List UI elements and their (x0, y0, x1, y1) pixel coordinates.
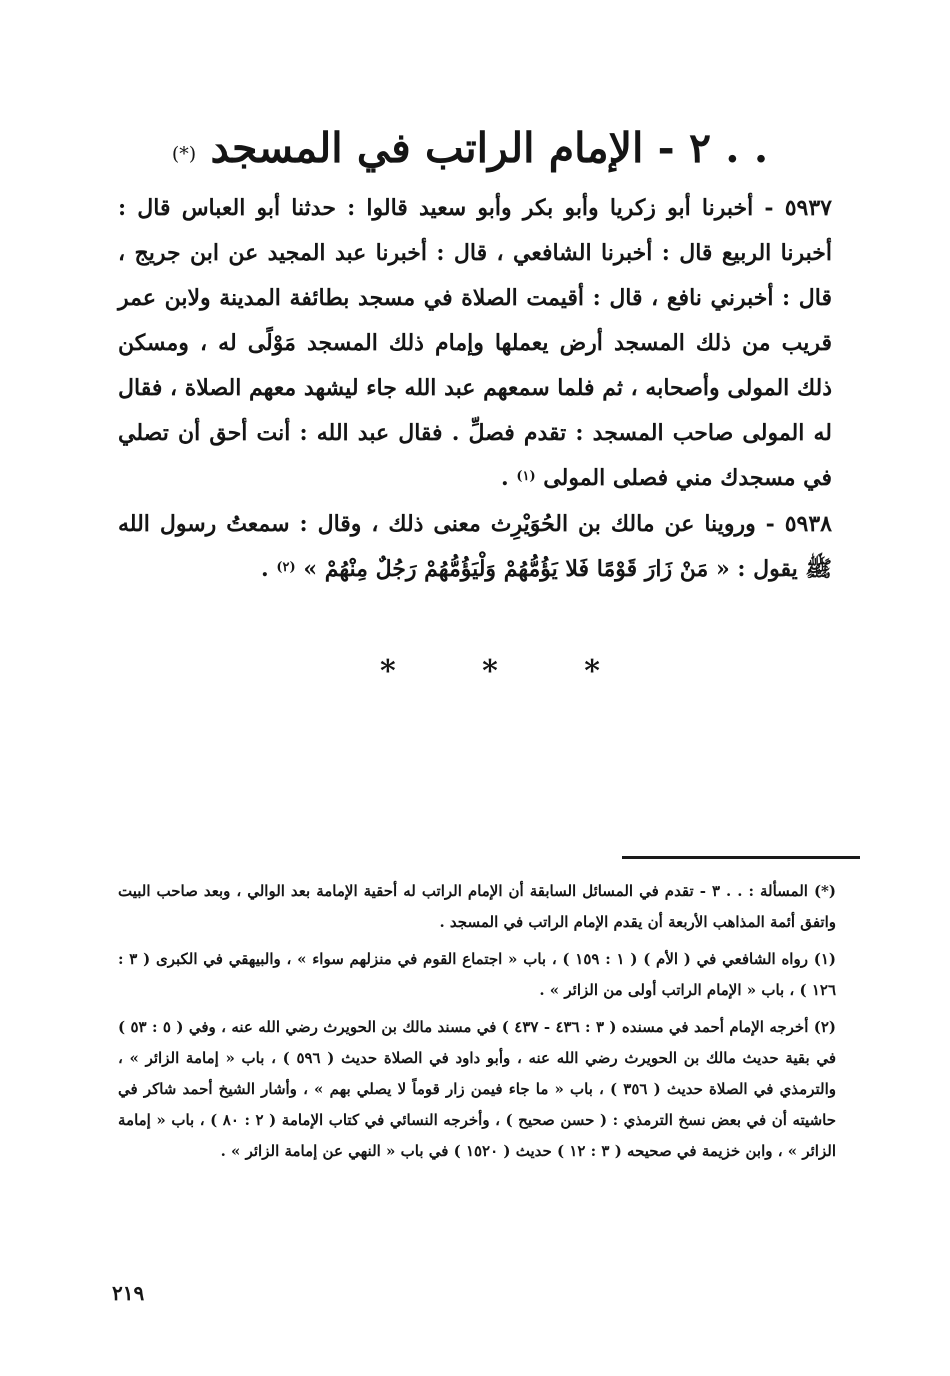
footnotes (118, 876, 836, 1173)
hadith-paragraph (118, 502, 832, 592)
footnote-lead: (٢) (813, 1018, 837, 1036)
footnote (118, 944, 836, 1006)
chapter-heading-marker: (*) (171, 143, 197, 165)
footnote (118, 1012, 836, 1167)
footnote-text: تقدم في المسائل السابقة أن الإمام الراتب له أحقية الإمامة بعد الوالي ، وبعد صاحب البيت واتفق أئمة المذاهب الأربعة أن يقدم الإمام الراتب في المسجد . (118, 882, 836, 931)
hadith-tail: . (501, 465, 517, 491)
footnote-lead: (١) (813, 950, 836, 968)
separator-star: * (380, 654, 396, 689)
hadith-text: - وروينا عن مالك بن الحُوَيْرِث معنى ذلك ، وقال : سمعتُ رسول الله ﷺ يقول : « مَنْ زَارَ قَوْمًا فَلا يَؤُمُّهُمْ وَلْيَؤُمُّهُمْ رَجُلٌ مِنْهُمْ » (118, 511, 832, 582)
hadith-text: - أخبرنا أبو زكريا وأبو بكر وأبو سعيد قالوا : حدثنا أبو العباس قال : أخبرنا الربيع قال : أخبرنا الشافعي ، قال : أخبرنا عبد المجيد عن ابن جريج ، قال : أخبرني نافع ، قال : أقيمت الصلاة في مسجد بطائفة المدينة ولابن عمر قريب من ذلك المسجد أرض يعملها وإمام ذلك المسجد مَوْلًى له ، ومسكن ذلك المولى وأصحابه ، ثم فلما سمعهم عبد الله جاء ليشهد معهم الصلاة ، فقال له المولى صاحب المسجد : تقدم فصلِّ . فقال عبد الله : أنت أحق أن تصلي في مسجدك مني فصلى المولى (118, 195, 832, 491)
section-separator (380, 654, 600, 690)
hadith-paragraph (118, 186, 832, 501)
separator-star: * (482, 654, 498, 689)
footnote (118, 876, 836, 938)
footnote-reference: (١) (516, 469, 536, 484)
page-number: ٢١٩ (112, 1281, 145, 1305)
hadith-tail: . (261, 556, 277, 582)
hadith-number: ٥٩٣٨ (784, 511, 832, 537)
hadith-number: ٥٩٣٧ (784, 195, 832, 221)
footnote-divider (622, 856, 860, 859)
chapter-heading (150, 118, 790, 178)
separator-star: * (584, 654, 600, 689)
footnote-lead: (*) المسألة : . . ٣ - (699, 882, 836, 900)
footnote-text: رواه الشافعي في ( الأم ) ( ١ : ١٥٩ ) ، باب « اجتماع القوم في منزلهم سواء » ، والبيهقي في الكبرى ( ٣ : ١٢٦ ) ، باب « الإمام الراتب أولى من الزائر » . (118, 950, 836, 999)
footnote-text: أخرجه الإمام أحمد في مسنده ( ٣ : ٤٣٦ - ٤٣٧ ) في مسند مالك بن الحويرث رضي الله عنه ، وفي ( ٥ : ٥٣ ) في بقية حديث مالك بن الحويرث رضي الله عنه ، وأبو داود في الصلاة حديث ( ٥٩٦ ) ، باب « إمامة الزائر » ، والترمذي في الصلاة حديث ( ٣٥٦ ) ، باب « ما جاء فيمن زار قوماً لا يصلي بهم » ، وأشار الشيخ أحمد شاكر في حاشيته أن في بعض نسخ الترمذي : ( حسن صحيح ) ، وأخرجه النسائي في كتاب الإمامة ( ٢ : ٨٠ ) ، باب « إمامة الزائر » ، وابن خزيمة في صحيحه ( ٣ : ١٢ ) حديث ( ١٥٢٠ ) في باب « النهي عن إمامة الزائر » . (118, 1018, 836, 1160)
chapter-heading-text: . . ٢ - الإمام الراتب في المسجد (210, 124, 769, 172)
footnote-reference: (٢) (276, 560, 296, 575)
